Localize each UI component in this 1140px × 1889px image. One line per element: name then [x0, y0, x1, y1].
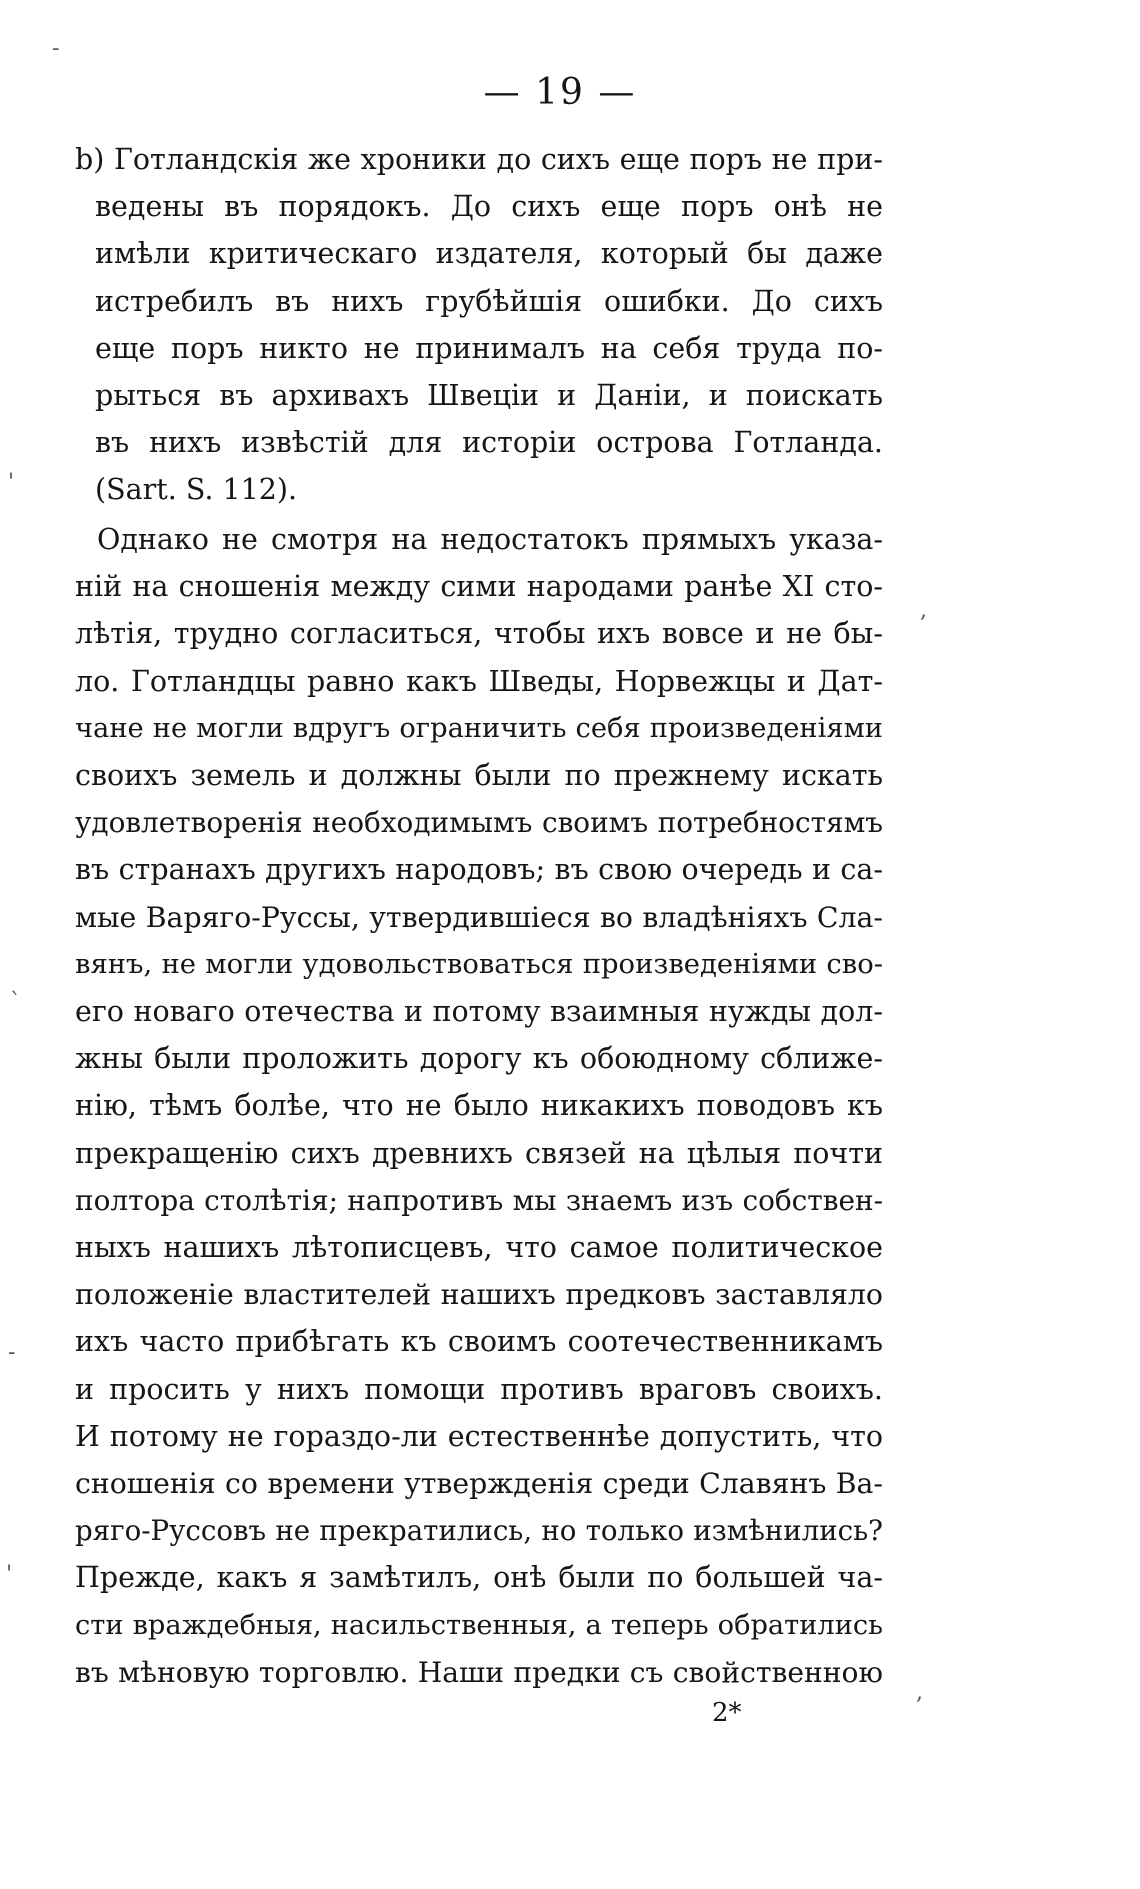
text-line: вянъ, не могли удовольствоваться произведеніями сво-	[75, 948, 883, 980]
text-line: еще поръ никто не принималъ на себя труда по-	[95, 331, 883, 365]
text-line: жны были проложить дорогу къ обоюдному сближе-	[75, 1042, 883, 1076]
text-line: сти враждебныя, насильственныя, а теперь обратились	[75, 1609, 883, 1641]
text-line: въ мѣновую торговлю. Наши предки съ свойственною	[75, 1655, 883, 1689]
text-line: своихъ земель и должны были по прежнему искать	[75, 759, 883, 793]
text-line: сношенія со времени утвержденія среди Славянъ Ва-	[75, 1467, 883, 1501]
text-line: ній на сношенія между сими народами ранѣе XI сто-	[75, 570, 883, 604]
text-line: имѣли критическаго издателя, который бы даже	[95, 237, 883, 271]
text-line: чане не могли вдругъ ограничить себя произведеніями	[75, 712, 883, 744]
text-line: И потому не гораздо-ли естественнѣе допустить, что	[75, 1419, 883, 1453]
text-line: мые Варяго-Руссы, утвердившіеся во владѣніяхъ Сла-	[75, 900, 883, 934]
text-line: ихъ часто прибѣгать къ своимъ соотечественникамъ	[75, 1325, 883, 1359]
text-line: положеніе властителей нашихъ предковъ заставляло	[75, 1278, 883, 1312]
text-line: его новаго отечества и потому взаимныя нужды дол-	[75, 995, 883, 1029]
page-number: — 19 —	[483, 72, 637, 113]
ink-speck: '	[6, 1562, 13, 1587]
paragraph-main	[75, 516, 883, 1696]
text-line: ведены въ порядокъ. До сихъ еще поръ онѣ не	[95, 190, 883, 224]
text-line: ло. Готландцы равно какъ Шведы, Норвежцы и Дат-	[75, 664, 883, 698]
text-line: и просить у нихъ помощи противъ враговъ своихъ.	[75, 1372, 883, 1406]
ink-speck: -	[8, 1340, 16, 1365]
text-line: нію, тѣмъ болѣе, что не было никакихъ поводовъ къ	[75, 1089, 883, 1123]
text-line: удовлетворенія необходимымъ своимъ потребностямъ	[75, 806, 883, 840]
text-line: ныхъ нашихъ лѣтописцевъ, что самое политическое	[75, 1231, 883, 1265]
text-line: рыться въ архивахъ Швеціи и Даніи, и поискать	[95, 379, 883, 413]
text-line: прекращенію сихъ древнихъ связей на цѣлыя почти	[75, 1136, 883, 1170]
text-line: b) Готландскія же хроники до сихъ еще поръ не при-	[75, 143, 883, 176]
text-line: истребилъ въ нихъ грубѣйшія ошибки. До сихъ	[95, 284, 883, 318]
text-line: лѣтія, трудно согласиться, чтобы ихъ вовсе и не бы-	[75, 617, 883, 651]
paragraph-b	[75, 136, 883, 514]
text-line: въ нихъ извѣстій для исторіи острова Готланда.	[95, 426, 883, 460]
ink-speck: '	[8, 470, 15, 495]
text-line: полтора столѣтія; напротивъ мы знаемъ изъ собствен-	[75, 1183, 883, 1217]
ink-speck: -	[52, 36, 60, 61]
text-line: ряго-Руссовъ не прекратились, но только измѣнились?	[75, 1514, 883, 1548]
text-line: (Sart. S. 112).	[95, 473, 298, 507]
text-line: Прежде, какъ я замѣтилъ, онѣ были по большей ча-	[75, 1561, 883, 1595]
ink-speck: `	[10, 990, 21, 1015]
ink-speck: ,	[916, 1680, 923, 1705]
text-line: въ странахъ другихъ народовъ; въ свою очередь и са-	[75, 853, 883, 887]
ink-speck: ,	[920, 598, 927, 623]
text-line: Однако не смотря на недостатокъ прямыхъ указа-	[97, 523, 883, 556]
signature-mark: 2*	[712, 1698, 742, 1728]
